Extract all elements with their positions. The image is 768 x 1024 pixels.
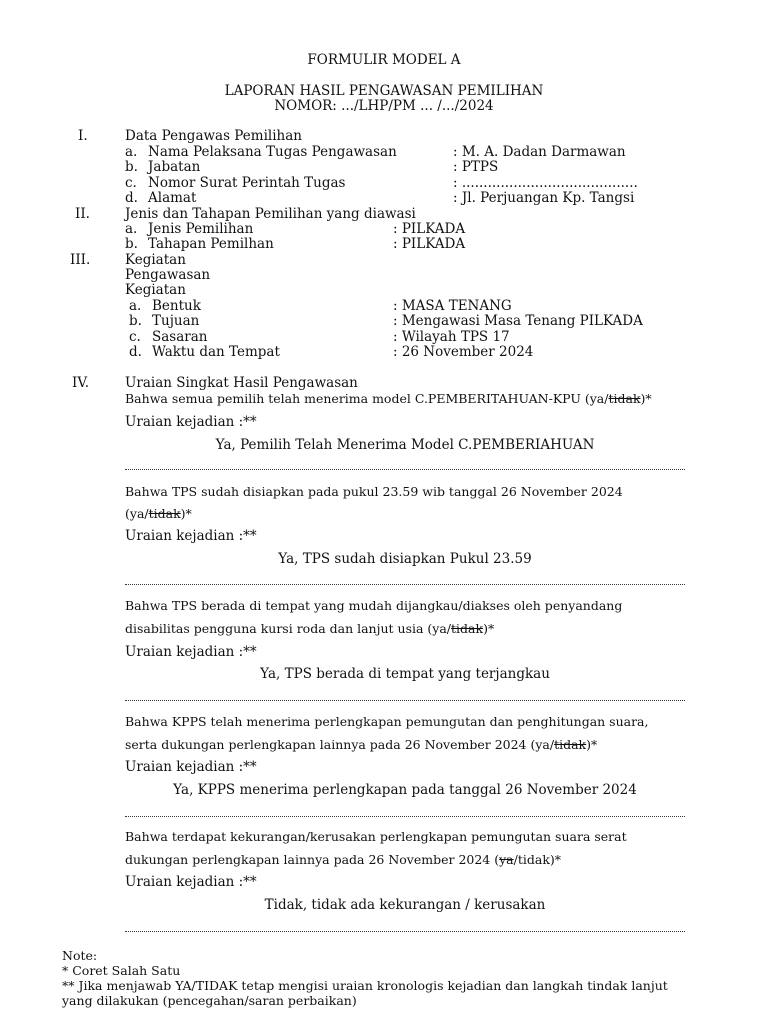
section-1-label-b: Jabatan <box>148 159 201 175</box>
section-1-title: Data Pengawas Pemilihan <box>125 128 302 144</box>
section-1-value-d: : Jl. Perjuangan Kp. Tangsi <box>453 190 635 206</box>
item-5-divider <box>125 931 685 932</box>
section-3-value-b: : Mengawasi Masa Tenang PILKADA <box>393 313 643 329</box>
section-3-title-1: Kegiatan <box>125 252 186 268</box>
item-3-uraian-label: Uraian kejadian :** <box>125 644 257 660</box>
item-5-statement-2: dukungan perlengkapan lainnya pada 26 November 2024 (ya/tidak)* <box>125 852 562 867</box>
section-3-title-3: Kegiatan <box>125 282 186 298</box>
section-1-value-a: : M. A. Dadan Darmawan <box>453 144 626 160</box>
section-2-label-b: Tahapan Pemilhan <box>148 236 274 252</box>
section-3-value-d: : 26 November 2024 <box>393 344 534 360</box>
section-1-letter-b: b. <box>125 159 138 175</box>
item-1-uraian-label: Uraian kejadian :** <box>125 414 257 430</box>
item-3-answer: Ya, TPS berada di tempat yang terjangkau <box>260 666 550 682</box>
section-2-title: Jenis dan Tahapan Pemilihan yang diawasi <box>125 206 416 222</box>
item-4-answer: Ya, KPPS menerima perlengkapan pada tanggal 26 November 2024 <box>173 782 637 798</box>
section-4-title: Uraian Singkat Hasil Pengawasan <box>125 375 358 391</box>
section-1-label-a: Nama Pelaksana Tugas Pengawasan <box>148 144 397 160</box>
section-3-label-b: Tujuan <box>152 313 200 329</box>
item-1-statement: Bahwa semua pemilih telah menerima model C.PEMBERITAHUAN-KPU (ya/tidak)* <box>125 391 652 406</box>
section-3-label-d: Waktu dan Tempat <box>152 344 280 360</box>
notes-title: Note: <box>62 948 98 963</box>
section-3-value-a: : MASA TENANG <box>393 298 512 314</box>
section-1-letter-d: d. <box>125 190 138 206</box>
form-title: FORMULIR MODEL A <box>307 52 461 68</box>
item-3-divider <box>125 700 685 701</box>
item-5-uraian-label: Uraian kejadian :** <box>125 874 257 890</box>
section-1-value-b: : PTPS <box>453 159 499 175</box>
note-2-line-1: ** Jika menjawab YA/TIDAK tetap mengisi uraian kronologis kejadian dan langkah tindak lanjut <box>62 978 668 993</box>
note-1: * Coret Salah Satu <box>62 963 181 978</box>
section-2-label-a: Jenis Pemilihan <box>148 221 254 237</box>
item-2-divider <box>125 584 685 585</box>
section-1-value-c: : ......................................... <box>453 175 638 191</box>
item-2-uraian-label: Uraian kejadian :** <box>125 528 257 544</box>
item-2-answer: Ya, TPS sudah disiapkan Pukul 23.59 <box>278 551 532 567</box>
item-4-divider <box>125 816 685 817</box>
section-3-label-a: Bentuk <box>152 298 201 314</box>
section-1-letter-c: c. <box>125 175 137 191</box>
section-2-value-a: : PILKADA <box>393 221 466 237</box>
note-2-line-2: yang dilakukan (pencegahan/saran perbaikan) <box>62 993 357 1008</box>
section-1-letter-a: a. <box>125 144 138 160</box>
item-5-statement-1: Bahwa terdapat kekurangan/kerusakan perlengkapan pemungutan suara serat <box>125 829 627 844</box>
item-1-divider <box>125 469 685 470</box>
section-3-letter-b: b. <box>129 313 142 329</box>
section-2-value-b: : PILKADA <box>393 236 466 252</box>
section-2-letter-b: b. <box>125 236 138 252</box>
section-3-number: III. <box>70 252 91 268</box>
item-5-answer: Tidak, tidak ada kekurangan / kerusakan <box>264 897 546 913</box>
item-3-statement-2: disabilitas pengguna kursi roda dan lanjut usia (ya/tidak)* <box>125 621 495 636</box>
section-2-number: II. <box>75 206 90 222</box>
section-3-label-c: Sasaran <box>152 329 208 345</box>
section-3-letter-d: d. <box>129 344 142 360</box>
section-2-letter-a: a. <box>125 221 138 237</box>
report-title: LAPORAN HASIL PENGAWASAN PEMILIHAN <box>224 83 544 99</box>
item-1-answer: Ya, Pemilih Telah Menerima Model C.PEMBERIAHUAN <box>215 437 595 453</box>
item-4-uraian-label: Uraian kejadian :** <box>125 759 257 775</box>
item-4-statement-1: Bahwa KPPS telah menerima perlengkapan pemungutan dan penghitungan suara, <box>125 714 649 729</box>
section-3-title-2: Pengawasan <box>125 267 211 283</box>
section-4-number: IV. <box>72 375 90 391</box>
section-1-number: I. <box>78 128 88 144</box>
report-number: NOMOR: .../LHP/PM ... /.../2024 <box>274 98 494 114</box>
section-3-letter-a: a. <box>129 298 142 314</box>
section-3-value-c: : Wilayah TPS 17 <box>393 329 510 345</box>
item-2-statement-2: (ya/tidak)* <box>125 506 192 521</box>
section-3-letter-c: c. <box>129 329 141 345</box>
section-1-label-d: Alamat <box>148 190 197 206</box>
section-1-label-c: Nomor Surat Perintah Tugas <box>148 175 346 191</box>
item-4-statement-2: serta dukungan perlengkapan lainnya pada 26 November 2024 (ya/tidak)* <box>125 737 598 752</box>
item-2-statement-1: Bahwa TPS sudah disiapkan pada pukul 23.59 wib tanggal 26 November 2024 <box>125 484 623 499</box>
item-3-statement-1: Bahwa TPS berada di tempat yang mudah dijangkau/diakses oleh penyandang <box>125 598 623 613</box>
